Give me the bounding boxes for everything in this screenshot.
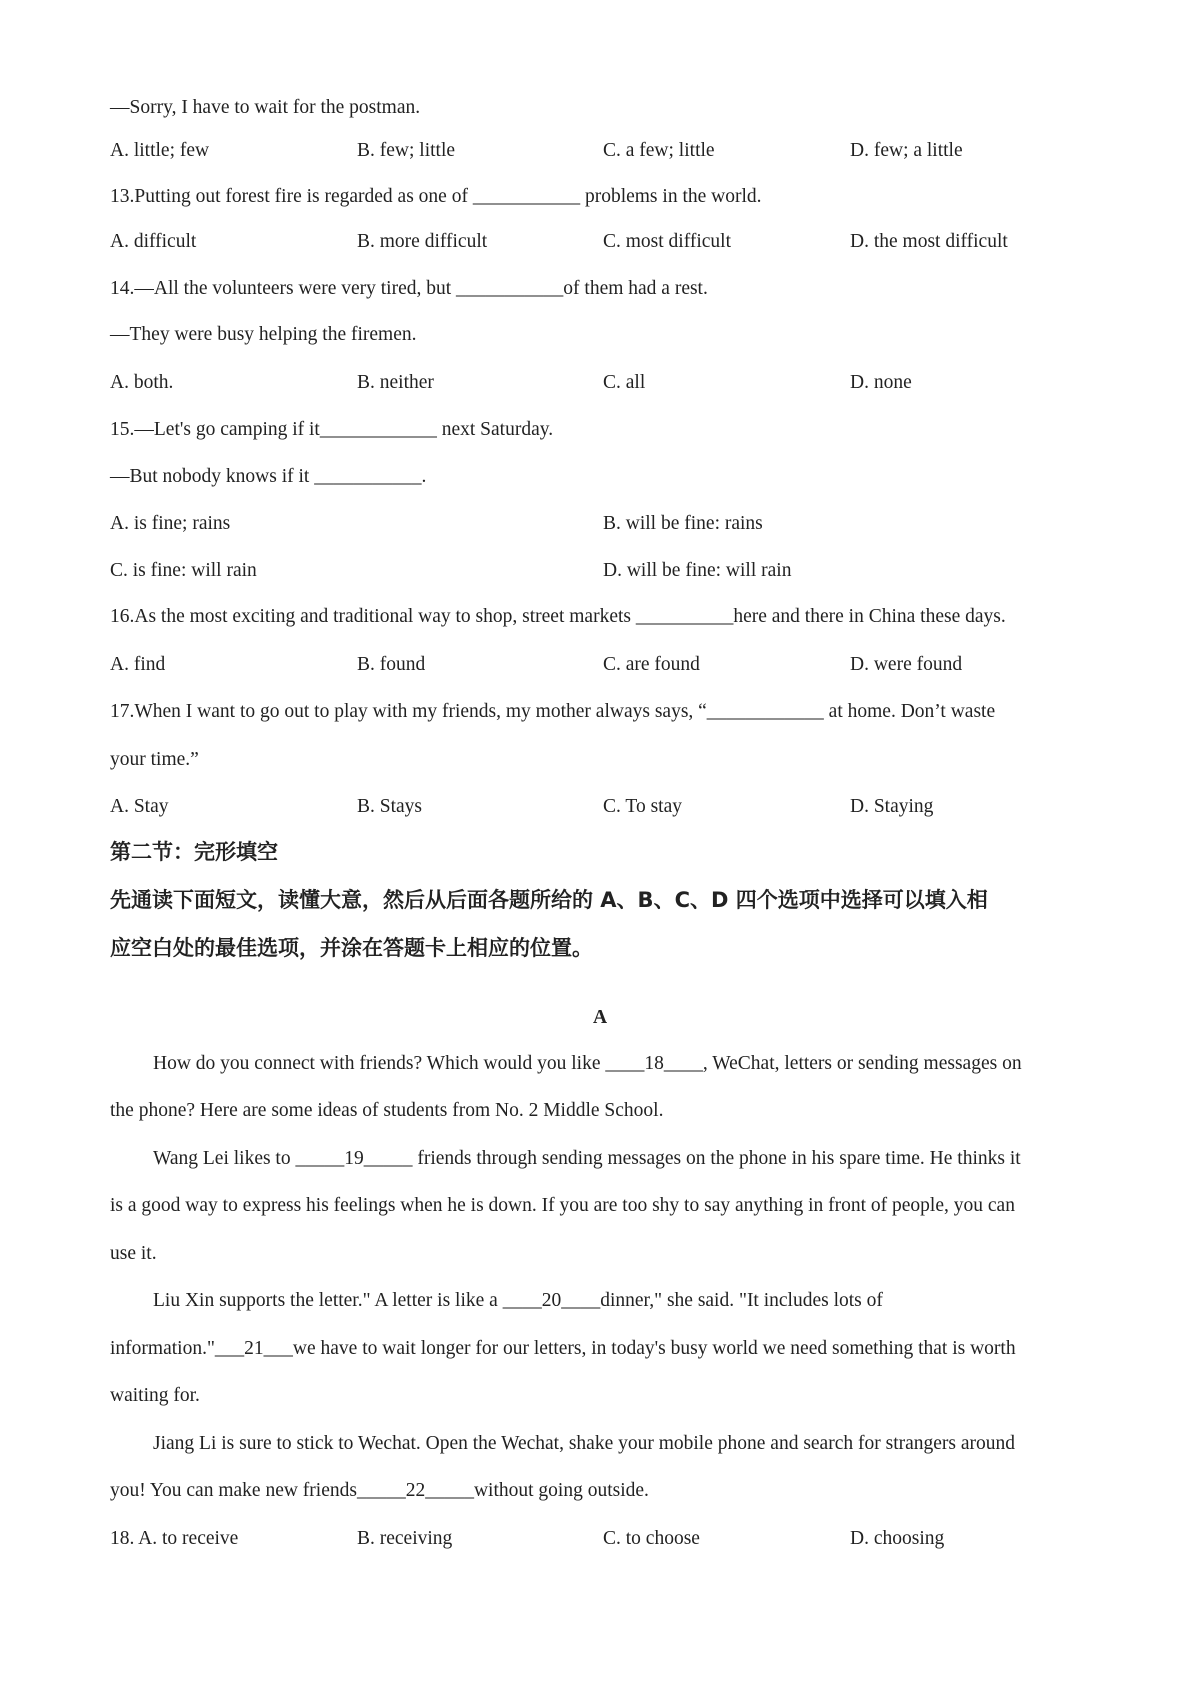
- q12-option-b: B. few; little: [357, 140, 456, 161]
- q17-option-c: C. To stay: [603, 796, 682, 817]
- q15-stem: 15.—Let's go camping if it____________ next Saturday.: [110, 419, 554, 440]
- passage-text: we have to wait longer for our letters, in today's busy world we need something that is worth: [292, 1338, 1016, 1359]
- blank-19: _____19_____: [295, 1148, 413, 1169]
- passage-line: is a good way to express his feelings when he is down. If you are too shy to say anything in front of people, you can: [110, 1195, 1015, 1216]
- q18-options: [110, 1525, 1110, 1553]
- q15-option-b: B. will be fine: rains: [603, 513, 763, 534]
- q15-dialogue-line: —But nobody knows if it ___________.: [110, 466, 427, 487]
- q12-option-a: A. little; few: [110, 140, 210, 161]
- q17-stem-cont: your time.”: [110, 749, 199, 770]
- q15-option-d: D. will be fine: will rain: [603, 560, 792, 581]
- q13-option-a: A. difficult: [110, 231, 197, 252]
- q17-option-d: D. Staying: [850, 796, 934, 817]
- passage-text: friends through sending messages on the phone in his spare time. He thinks it: [412, 1148, 1021, 1169]
- passage-line: the phone? Here are some ideas of students from No. 2 Middle School.: [110, 1100, 664, 1121]
- passage-text: information.": [110, 1338, 215, 1359]
- section-instructions-cont: 应空白处的最佳选项，并涂在答题卡上相应的位置。: [110, 936, 593, 960]
- q14-options: [110, 369, 1110, 397]
- q12-dialogue-line: —Sorry, I have to wait for the postman.: [110, 97, 421, 118]
- q16-stem: 16.As the most exciting and traditional way to shop, street markets __________here and there in China these days.: [110, 606, 1006, 627]
- q12-options: [110, 137, 1110, 165]
- q18-option-a: 18. A. to receive: [110, 1528, 239, 1549]
- q13-option-c: C. most difficult: [603, 231, 732, 252]
- q14-option-d: D. none: [850, 372, 912, 393]
- q12-option-c: C. a few; little: [603, 140, 715, 161]
- section-instructions: 先通读下面短文，读懂大意，然后从后面各题所给的 A、B、C、D 四个选项中选择可以填入相: [110, 888, 988, 912]
- q16-options: [110, 651, 1110, 679]
- q14-option-c: C. all: [603, 372, 646, 393]
- passage-line: [153, 1145, 1100, 1173]
- q14-option-a: A. both.: [110, 372, 174, 393]
- q17-options: [110, 793, 1110, 821]
- passage-line: [110, 1477, 1100, 1505]
- q14-stem: 14.—All the volunteers were very tired, but ___________of them had a rest.: [110, 278, 708, 299]
- passage-text: Liu Xin supports the letter." A letter is like a: [153, 1290, 503, 1311]
- q13-option-b: B. more difficult: [357, 231, 488, 252]
- passage-text: Wang Lei likes to: [153, 1148, 296, 1169]
- q15-options-row1: [110, 510, 1110, 538]
- q13-option-d: D. the most difficult: [850, 231, 1008, 252]
- section-title: 第二节：完形填空: [110, 840, 278, 864]
- q12-option-d: D. few; a little: [850, 140, 963, 161]
- q15-option-a: A. is fine; rains: [110, 513, 231, 534]
- passage-text: , WeChat, letters or sending messages on: [702, 1053, 1022, 1074]
- q18-option-d: D. choosing: [850, 1528, 945, 1549]
- q15-option-c: C. is fine: will rain: [110, 560, 257, 581]
- q14-option-b: B. neither: [357, 372, 434, 393]
- q16-option-a: A. find: [110, 654, 166, 675]
- passage-text: you! You can make new friends: [110, 1480, 357, 1501]
- passage-label: A: [592, 1007, 608, 1028]
- blank-22: _____22_____: [356, 1480, 474, 1501]
- passage-line: [153, 1287, 1100, 1315]
- blank-21: ___21___: [214, 1338, 293, 1359]
- blank-20: ____20____: [502, 1290, 601, 1311]
- q17-option-a: A. Stay: [110, 796, 169, 817]
- passage-line: waiting for.: [110, 1385, 200, 1406]
- blank-18: ____18____: [605, 1053, 703, 1074]
- passage-line: [110, 1335, 1100, 1363]
- q18-option-c: C. to choose: [603, 1528, 700, 1549]
- q14-dialogue-line: —They were busy helping the firemen.: [110, 324, 417, 345]
- passage-text: How do you connect with friends? Which would you like: [153, 1053, 606, 1074]
- q16-option-d: D. were found: [850, 654, 963, 675]
- q13-options: [110, 228, 1110, 256]
- passage-line: use it.: [110, 1243, 157, 1264]
- passage-line: Jiang Li is sure to stick to Wechat. Open the Wechat, shake your mobile phone and search for strangers around: [153, 1433, 1016, 1454]
- q17-option-b: B. Stays: [357, 796, 423, 817]
- q17-stem: 17.When I want to go out to play with my friends, my mother always says, “____________ at home. Don’t waste: [110, 701, 996, 722]
- q15-options-row2: [110, 557, 1110, 585]
- passage-line: [153, 1050, 1100, 1078]
- q16-option-b: B. found: [357, 654, 426, 675]
- passage-text: without going outside.: [473, 1480, 649, 1501]
- q18-option-b: B. receiving: [357, 1528, 453, 1549]
- q16-option-c: C. are found: [603, 654, 700, 675]
- q13-stem: 13.Putting out forest fire is regarded as one of ___________ problems in the world.: [110, 186, 762, 207]
- passage-text: dinner," she said. "It includes lots of: [600, 1290, 883, 1311]
